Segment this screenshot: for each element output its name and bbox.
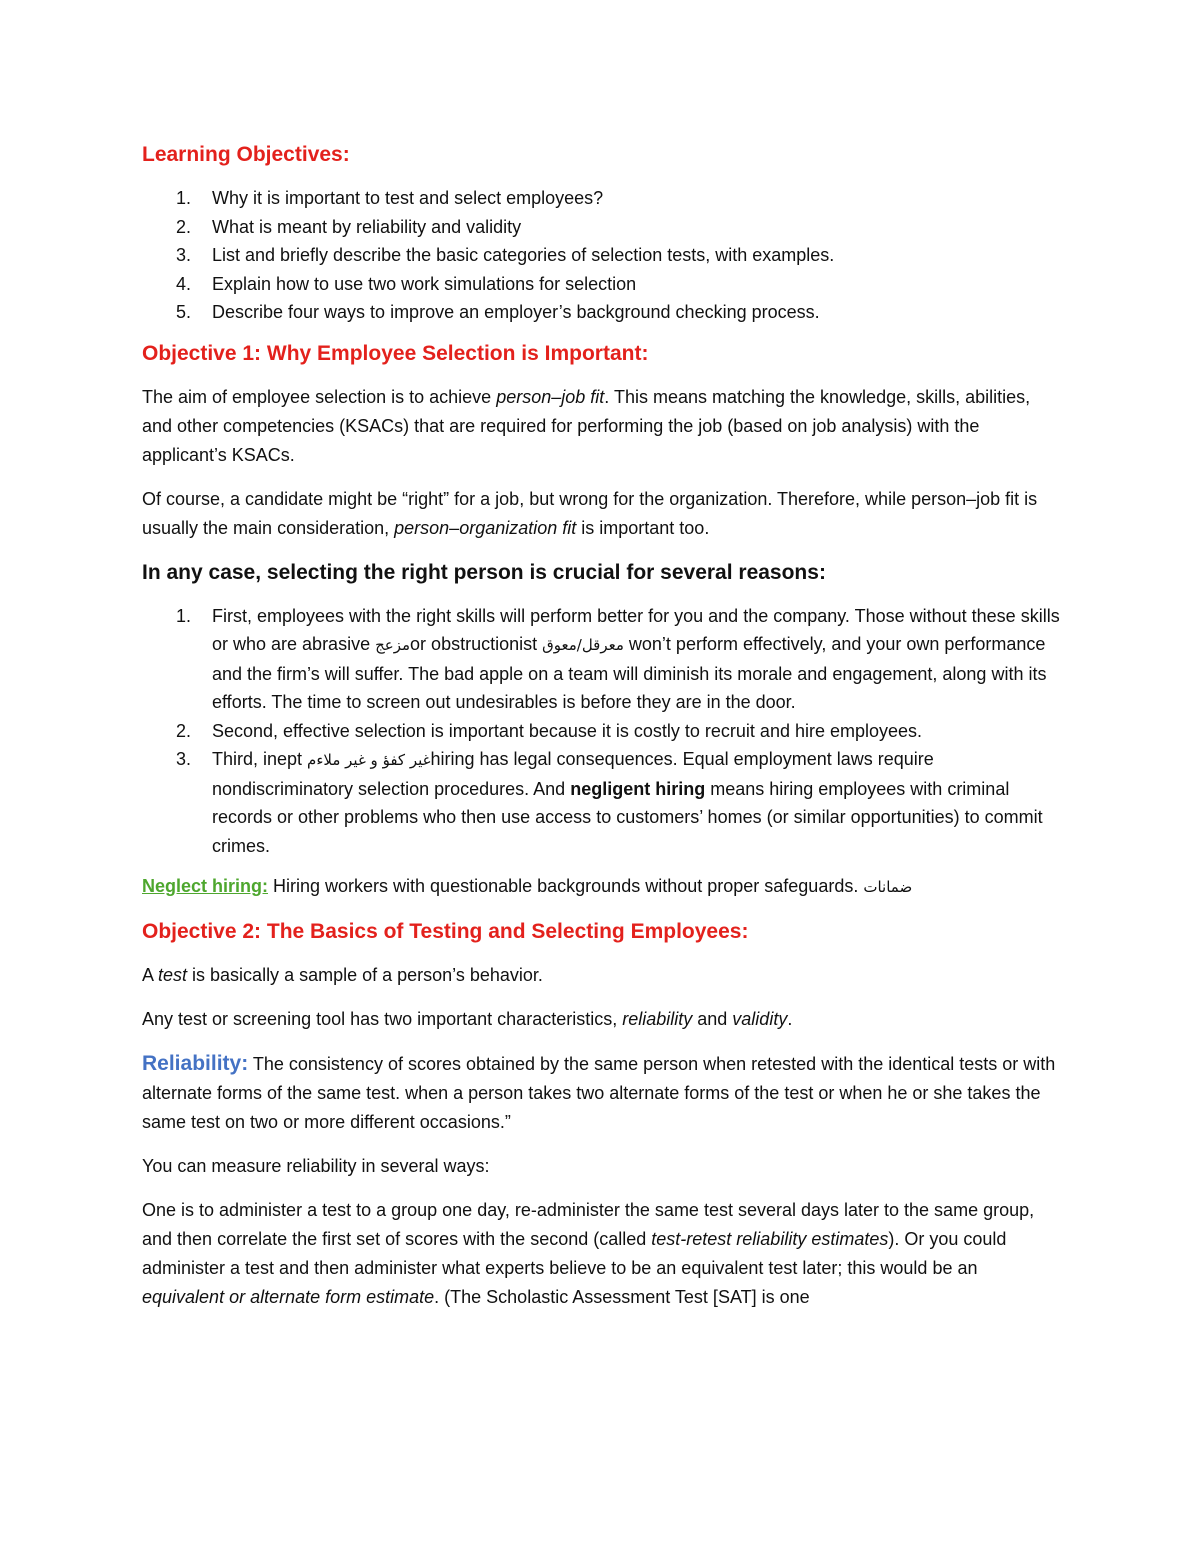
- text-run: hiring has legal consequences. Equal employment laws require nondiscriminatory selection procedures. And: [212, 749, 934, 799]
- italic-term: reliability: [622, 1009, 693, 1029]
- list-number: 5.: [176, 302, 192, 322]
- italic-term: person–organization fit: [394, 517, 577, 538]
- text-run: The aim of employee selection is to achieve: [142, 386, 497, 407]
- list-item: [142, 241, 1060, 270]
- person-job-fit-paragraph: [142, 383, 1060, 470]
- list-number: 2.: [176, 720, 192, 741]
- list-item: [142, 602, 1060, 717]
- text-run: .: [787, 1009, 793, 1029]
- text-run: Any test or screening tool has two important characteristics,: [142, 1009, 623, 1029]
- methods-paragraph: [142, 1196, 1060, 1312]
- list-item: [142, 213, 1060, 242]
- text-run: Hiring workers with questionable backgrounds without proper safeguards.: [268, 876, 864, 896]
- arabic-gloss: غير كفؤ و غير ملاءم: [307, 751, 431, 769]
- text-run: Third, inept: [212, 749, 308, 769]
- test-definition-paragraph: [142, 961, 1060, 990]
- learning-objectives-list: [142, 184, 1060, 327]
- list-item-text: What is meant by reliability and validity: [212, 216, 522, 237]
- italic-term: equivalent or alternate form estimate: [142, 1287, 435, 1307]
- text-run: won’t perform effectively, and your own performance and the firm’s will suffer. The bad apple on a team will diminish its morale and engagement, along with its efforts. The time to screen out undesirables is before they are in the door.: [212, 634, 1047, 712]
- neglect-hiring-paragraph: [142, 872, 1060, 902]
- text-run: Of course, a candidate might be “right” for a job, but wrong for the organization. Therefore, while person–job fit is usually the main consideration,: [142, 488, 1038, 538]
- text-run: or obstructionist: [410, 634, 543, 654]
- list-item-text: Explain how to use two work simulations for selection: [212, 273, 637, 294]
- text-run: One is to administer a test to a group one day, re-administer the same test several days later to the same group, and then correlate the first set of scores with the second (called: [142, 1200, 1035, 1249]
- italic-term: validity: [732, 1009, 788, 1029]
- characteristics-paragraph: [142, 1005, 1060, 1034]
- text-run: ). Or you could administer a test and then administer what experts believe to be an equivalent test later; this would be an: [142, 1229, 1007, 1278]
- text-run: Second, effective selection is important because it is costly to recruit and hire employees.: [212, 720, 923, 741]
- reasons-heading: In any case, selecting the right person is crucial for several reasons:: [142, 560, 826, 584]
- list-number: 3.: [176, 245, 192, 265]
- objective1-heading: Objective 1: Why Employee Selection is Important:: [142, 341, 649, 365]
- text-run: . This means matching the knowledge, skills, abilities, and other competencies (KSACs) that are required for performing the job (based on job analysis) with the applicant’s KSACs.: [142, 386, 1031, 465]
- bold-term: negligent hiring: [570, 778, 706, 799]
- list-item: [142, 184, 1060, 213]
- text-run: The consistency of scores obtained by the same person when retested with the identical tests or with alternate forms of the same test. when a person takes two alternate forms of the test or when he or she takes the same test on two or more different occasions.”: [142, 1054, 1056, 1132]
- italic-term: test-retest reliability estimates: [651, 1229, 889, 1249]
- list-item: [142, 745, 1060, 860]
- list-number: 2.: [176, 216, 192, 237]
- list-item-text: List and briefly describe the basic categories of selection tests, with examples.: [212, 245, 835, 265]
- reasons-list: [142, 602, 1060, 861]
- list-item-text: Describe four ways to improve an employer’s background checking process.: [212, 302, 820, 322]
- list-number: 1.: [176, 188, 192, 208]
- text-run: means hiring employees with criminal records or other problems who then use access to customers’ homes (or similar opportunities) to commit crimes.: [212, 778, 1043, 856]
- list-item: [142, 717, 1060, 746]
- neglect-hiring-term: Neglect hiring:: [142, 876, 269, 896]
- reliability-paragraph: [142, 1049, 1060, 1137]
- text-run: A: [142, 965, 159, 985]
- list-number: 1.: [176, 605, 192, 626]
- learning-objectives-heading: Learning Objectives:: [142, 143, 350, 166]
- person-organization-fit-paragraph: [142, 485, 1060, 543]
- reliability-term: Reliability:: [142, 1052, 249, 1075]
- text-run: and: [692, 1009, 733, 1029]
- list-item-text: Why it is important to test and select employees?: [212, 188, 604, 208]
- list-number: 4.: [176, 273, 192, 294]
- list-item: [142, 298, 1060, 327]
- text-run: is important too.: [576, 517, 710, 538]
- list-item: [142, 270, 1060, 299]
- arabic-gloss: مزعج: [375, 636, 411, 654]
- text-run: . (The Scholastic Assessment Test [SAT] is one: [434, 1287, 810, 1307]
- measure-paragraph: You can measure reliability in several ways:: [142, 1156, 490, 1176]
- italic-term: person–job fit: [496, 386, 605, 407]
- italic-term: test: [158, 965, 188, 985]
- list-number: 3.: [176, 749, 192, 769]
- arabic-gloss: ضمانات: [863, 878, 913, 896]
- objective2-heading: Objective 2: The Basics of Testing and Selecting Employees:: [142, 920, 749, 943]
- text-run: is basically a sample of a person’s behavior.: [187, 965, 543, 985]
- arabic-gloss: معرقل/معوق: [542, 636, 624, 654]
- text-run: First, employees with the right skills will perform better for you and the company. Those without these skills or who are abrasive: [212, 605, 1060, 654]
